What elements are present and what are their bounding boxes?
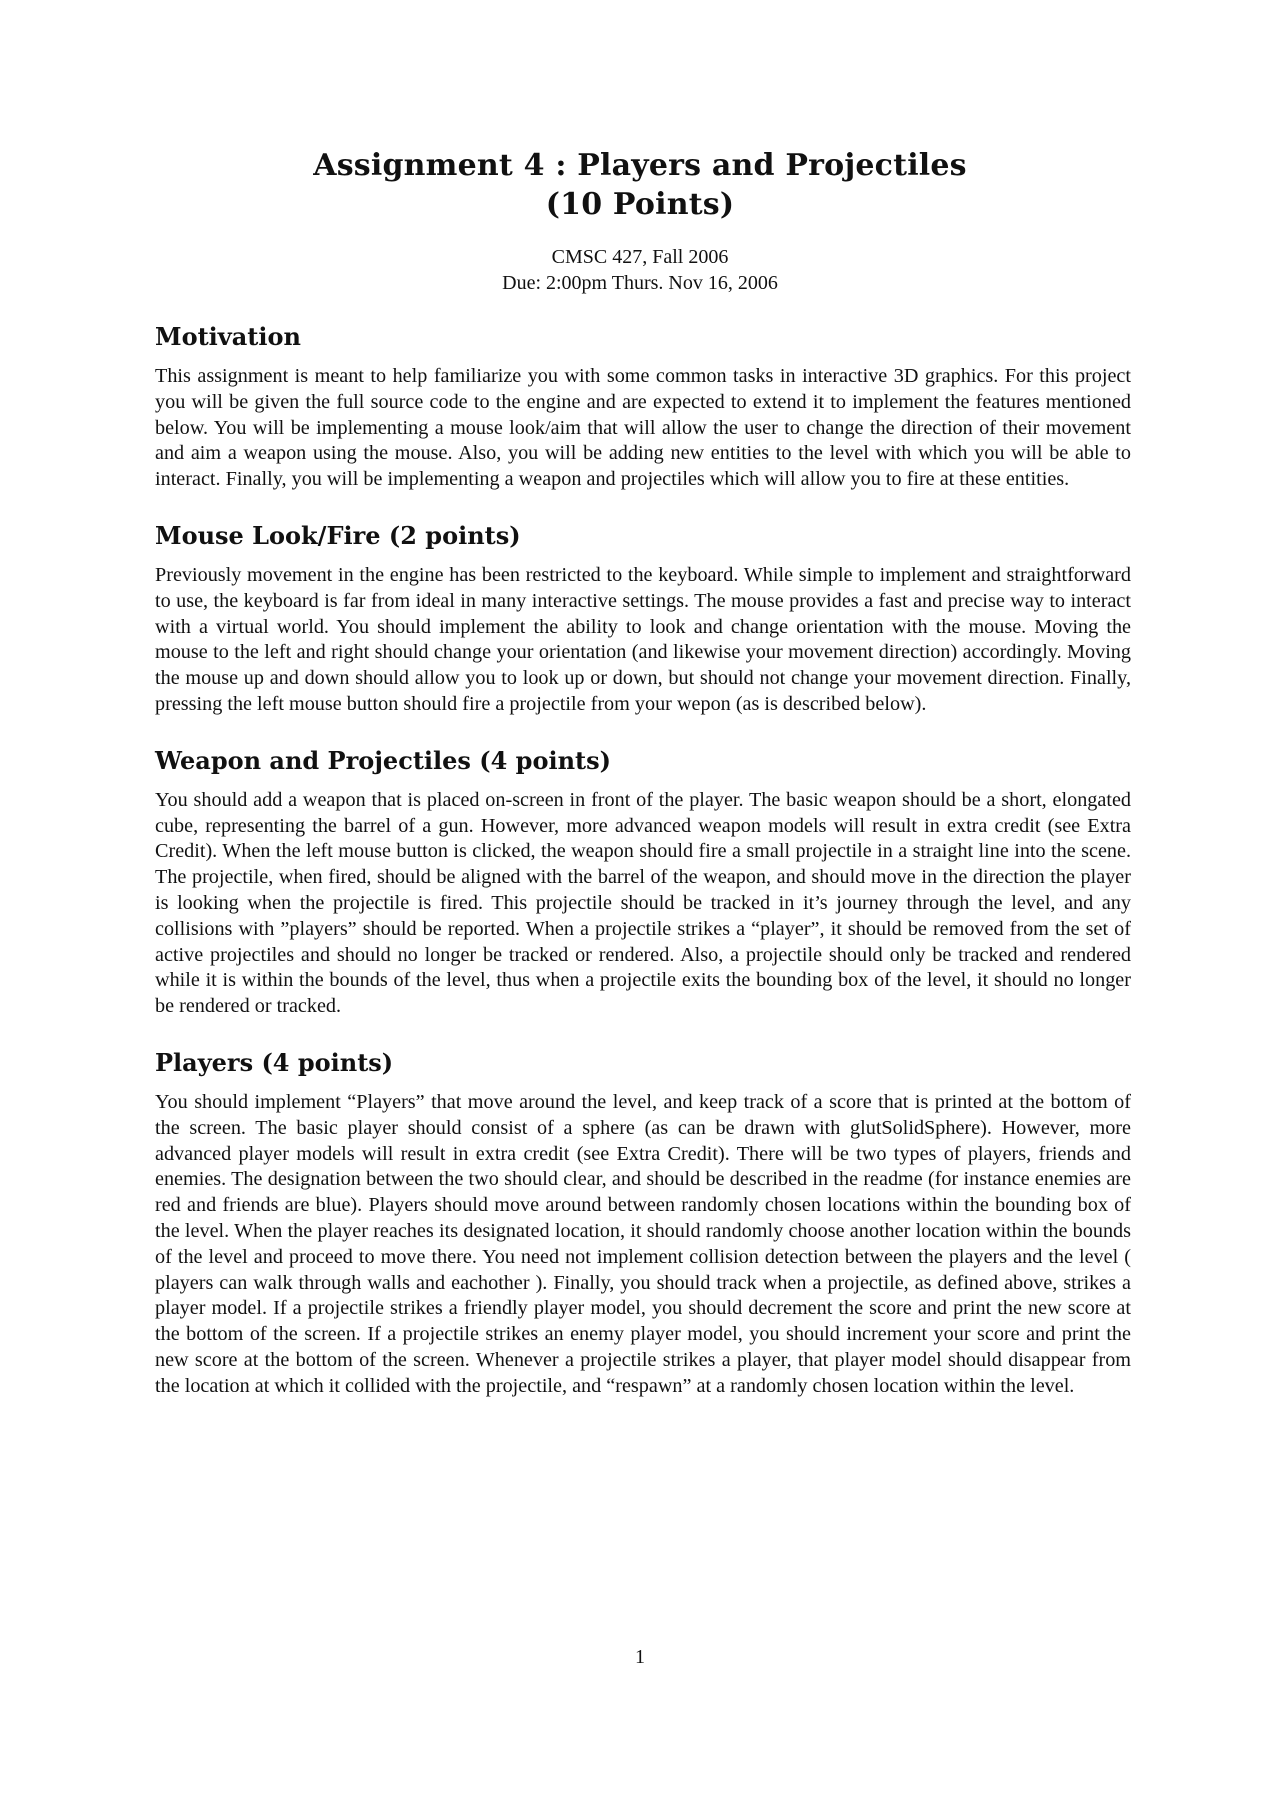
section-heading: Weapon and Projectiles (4 points)	[155, 745, 611, 775]
document-title: Assignment 4 : Players and Projectiles	[313, 148, 967, 183]
section-paragraph: This assignment is meant to help familiarize you with some common tasks in interactive 3D graphics. For this project you will be given the full source code to the engine and are expected to extend it to implement the features mentioned below. You will be implementing a mouse look/aim that will allow the user to change the direction of their movement and aim a weapon using the mouse. Also, you will be adding new entities to the level with which you will be able to interact. Finally, you will be implementing a weapon and projectiles which will allow you to fire at these entities.	[155, 365, 1131, 491]
section-motivation	[155, 322, 1131, 493]
meta-block	[0, 244, 1280, 296]
due-date: Due: 2:00pm Thurs. Nov 16, 2006	[502, 272, 778, 294]
document-content	[155, 322, 1131, 1428]
section-paragraph: You should implement “Players” that move around the level, and keep track of a score that is printed at the bottom of the screen. The basic player should consist of a sphere (as can be drawn with glutSolidSphere). However, more advanced player models will result in extra credit (see Extra Credit). There will be two types of players, friends and enemies. The designation between the two should clear, and should be described in the readme (for instance enemies are red and friends are blue). Players should move around between randomly chosen locations within the bounding box of the level. When the player reaches its designated location, it should randomly choose another location within the bounds of the level and proceed to move there. You need not implement collision detection between the players and the level ( players can walk through walls and eachother ). Finally, you should track when a projectile, as defined above, strikes a player model. If a projectile strikes a friendly player model, you should decrement the score and print the new score at the bottom of the screen. If a projectile strikes an enemy player model, you should increment your score and print the new score at the bottom of the screen. Whenever a projectile strikes a player, that player model should disappear from the location at which it collided with the projectile, and “respawn” at a randomly chosen location within the level.	[155, 1090, 1131, 1397]
page-number: 1	[635, 1646, 645, 1668]
section-players	[155, 1048, 1131, 1400]
title-block	[0, 146, 1280, 224]
section-paragraph: Previously movement in the engine has been restricted to the keyboard. While simple to implement and straightforward to use, the keyboard is far from ideal in many interactive settings. The mouse provides a fast and precise way to interact with a virtual world. You should implement the ability to look and change orientation with the mouse. Moving the mouse to the left and right should change your orientation (and likewise your movement direction) accordingly. Moving the mouse up and down should allow you to look up or down, but should not change your movement direction. Finally, pressing the left mouse button should fire a projectile from your wepon (as is described below).	[155, 563, 1131, 715]
section-heading: Motivation	[155, 322, 301, 351]
course-label: CMSC 427, Fall 2006	[551, 246, 729, 268]
section-weapon-projectiles	[155, 746, 1131, 1020]
section-paragraph: You should add a weapon that is placed on-screen in front of the player. The basic weapon should be a short, elongated cube, representing the barrel of a gun. However, more advanced weapon models will result in extra credit (see Extra Credit). When the left mouse button is clicked, the weapon should fire a small projectile in a straight line into the scene. The projectile, when fired, should be aligned with the barrel of the weapon, and should move in the direction the player is looking when the projectile is fired. This projectile should be tracked in it’s journey through the level, and any collisions with ”players” should be reported. When a projectile strikes a “player”, it should be removed from the set of active projectiles and should no longer be tracked or rendered. Also, a projectile should only be tracked and rendered while it is within the bounds of the level, thus when a projectile exits the bounding box of the level, it should no longer be rendered or tracked.	[155, 788, 1131, 1018]
section-mouse-look	[155, 521, 1131, 718]
document-title-points: (10 Points)	[545, 187, 735, 222]
section-heading: Mouse Look/Fire (2 points)	[155, 520, 521, 550]
section-heading: Players (4 points)	[155, 1047, 394, 1077]
